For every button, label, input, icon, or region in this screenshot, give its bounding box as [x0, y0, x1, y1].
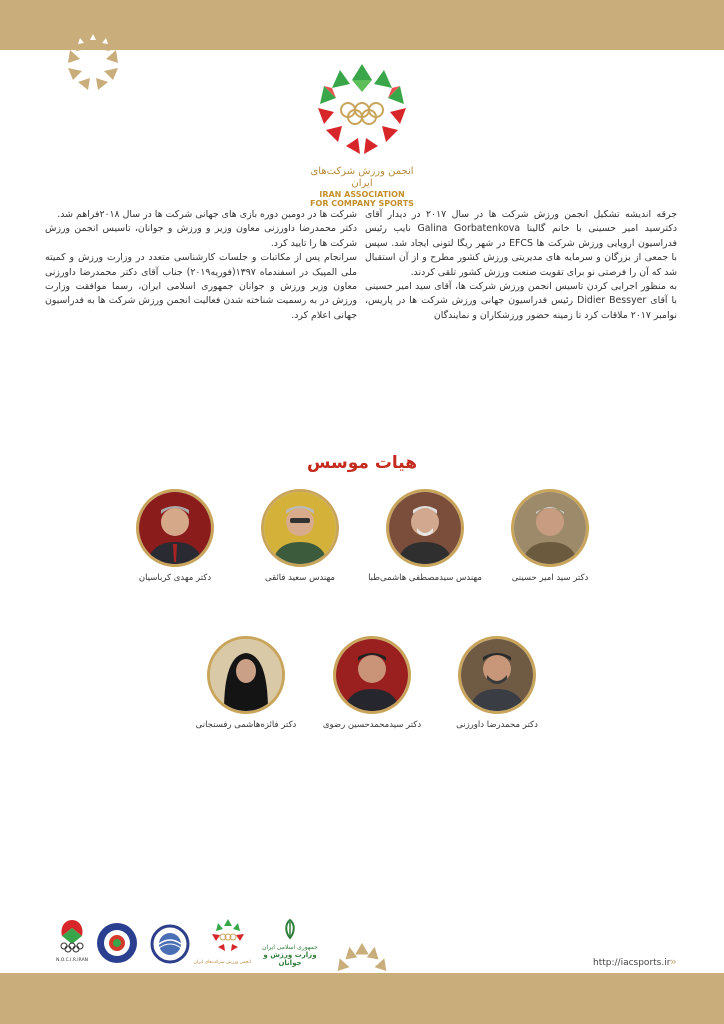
member-name: مهندس سیدمصطفی هاشمی‌طبا	[368, 573, 482, 583]
person-portrait-icon	[514, 492, 586, 564]
member-name: دکتر مهدی کرباسیان	[138, 573, 212, 583]
ministry-line2: وزارت ورزش و جوانان	[263, 951, 317, 967]
text-column-right	[365, 208, 677, 323]
paragraph: به منظور اجرایی کردن تاسیس انجمن ورزش شرکت ها، آقای سید امیر حسینی با آقای Didier Bessyer رئیس فدراسیون جهانی ورزش شرکت ها در پاریس، نوامبر ۲۰۱۷ ملاقات کرد تا زمینه حضور ورزشکاران و نمایندگان	[365, 281, 678, 321]
ministry-logo	[260, 918, 320, 967]
decorative-flower-icon	[58, 32, 128, 94]
paragraph: شرکت ها در دومین دوره بازی های جهانی شرکت ها در سال ۲۰۱۸فراهم شد.	[57, 209, 357, 220]
member-photo	[458, 636, 536, 714]
board-member	[110, 489, 240, 583]
board-title: هیات موسس	[306, 453, 418, 473]
person-portrait-icon	[336, 639, 408, 711]
association-logo	[300, 62, 424, 208]
paragraph: جرقه اندیشه تشکیل انجمن ورزش شرکت ها در سال ۲۰۱۷ در دیدار آقای دکترسید امیر حسینی با خانم گالینا Galina Gorbatenkova نایب رئیس فدراسیون اروپایی ورزش شرکت ها EFCS در شهر ریگا لتونی ایجاد شد. سپس با جمعی از بزرگان و سرمایه های مدیریتی ورزش کشور مطرح و از آن استقبال شد که آن را فرصتی نو برای تقویت صنعت ورزش کشور تلقی کردند.	[365, 209, 677, 278]
member-name: دکتر محمدرضا داورزنی	[456, 720, 538, 730]
circular-blue-logo-icon	[150, 924, 190, 964]
gear-emblem-logo-icon	[95, 921, 139, 965]
member-photo	[511, 489, 589, 567]
person-portrait-icon	[389, 492, 461, 564]
person-portrait-icon	[210, 639, 282, 711]
double-chevron-icon: »	[670, 955, 677, 968]
board-member	[181, 636, 311, 730]
association-emblem-icon	[300, 62, 424, 160]
member-name: دکتر فائزه‌هاشمی رفسنجانی	[195, 720, 297, 730]
member-name: دکتر سیدمحمدحسین رضوی	[322, 720, 422, 730]
logo-name-fa: انجمن ورزش شرکت‌های ایران	[310, 166, 414, 189]
text-column-left	[45, 208, 357, 323]
website-link[interactable]: http://iacsports.ir	[593, 958, 671, 968]
board-member	[235, 489, 365, 583]
board-member	[432, 636, 562, 730]
logo-name-en-line2: FOR COMPANY SPORTS	[310, 199, 414, 208]
association-emblem-icon	[209, 918, 247, 956]
member-photo	[136, 489, 214, 567]
member-name: مهندس سعید فائقی	[265, 573, 335, 583]
member-photo	[261, 489, 339, 567]
member-name: دکتر سید امیر حسینی	[511, 573, 589, 583]
paragraph: سرانجام پس از مکاتبات و جلسات کارشناسی متعدد در وزارت ورزش و کمیته ملی المپیک در اسفندماه ۱۳۹۷(فوریه۲۰۱۹) جناب آقای دکتر محمدرضا داورزنی معاون وزیر ورزش و جوانان جمهوری اسلامی ایران، رسما موافقت وزارت ورزش در به رسمیت شناخته شدن فعالیت انجمن ورزش شرکت ها به فدراسیون جهانی اعلام کرد.	[45, 252, 358, 321]
ministry-line1: جمهوری اسلامی ایران	[262, 944, 318, 951]
association-small-caption: انجمن ورزش شرکت‌های ایران	[193, 960, 251, 965]
noc-logo	[50, 918, 94, 963]
member-photo	[386, 489, 464, 567]
noc-label: N.O.C.I.R.IRAN	[55, 958, 89, 963]
noc-rings-icon	[54, 918, 90, 954]
association-small-logo	[193, 918, 251, 965]
person-portrait-icon	[264, 492, 336, 564]
board-member	[485, 489, 615, 583]
member-photo	[333, 636, 411, 714]
board-member	[360, 489, 490, 583]
logo-name-en-line1: IRAN ASSOCIATION	[319, 190, 405, 199]
member-photo	[207, 636, 285, 714]
iran-emblem-icon	[279, 918, 301, 940]
board-member	[307, 636, 437, 730]
paragraph: دکتر محمدرضا داورزنی معاون وزیر و ورزش و جوانان، تاسیس انجمن ورزش شرکت ها را تایید کرد.	[45, 223, 357, 249]
person-portrait-icon	[461, 639, 533, 711]
person-portrait-icon	[139, 492, 211, 564]
decorative-flower-icon	[328, 940, 396, 1002]
